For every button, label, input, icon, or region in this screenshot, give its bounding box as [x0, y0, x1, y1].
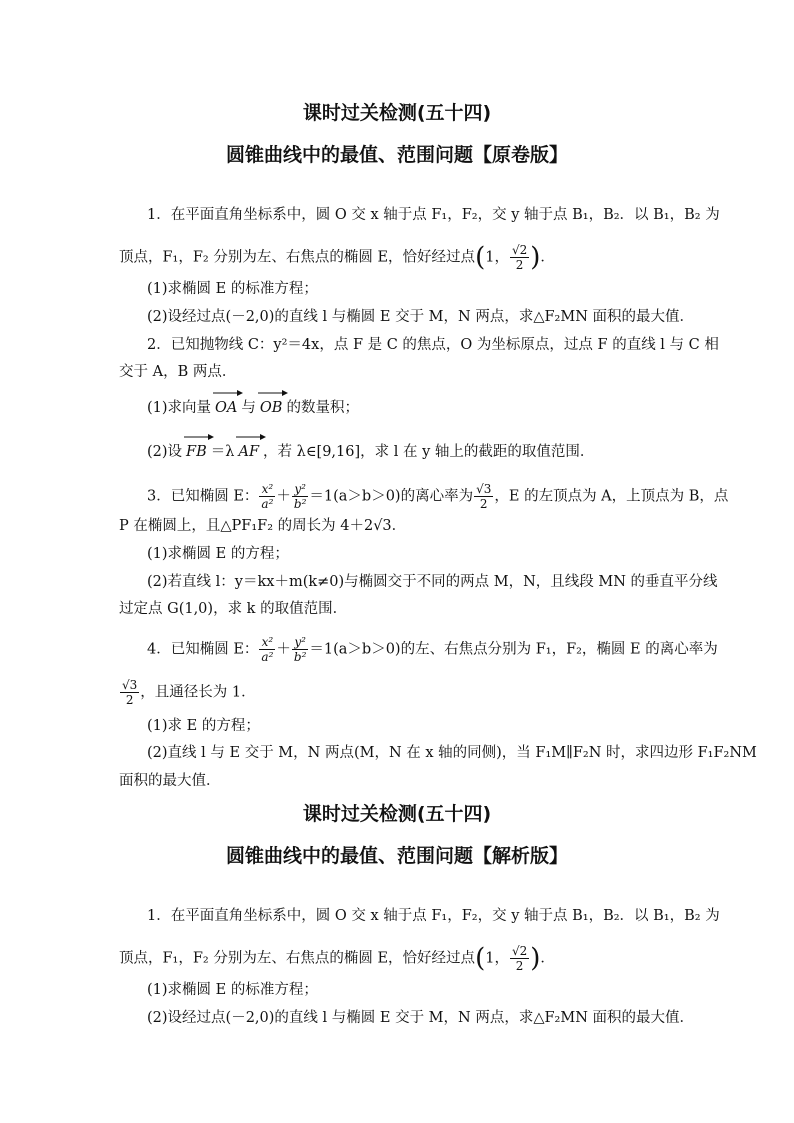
frac-num: x² — [259, 635, 275, 650]
vector-fb-label: FB — [186, 444, 207, 460]
s1-p3-line2: P 在椭圆上，且△PF₁F₂ 的周长为 4＋2√3． — [119, 518, 407, 534]
plus-sign: ＋ — [276, 641, 291, 658]
s1-p1-line1: 1．在平面直角坐标系中，圆 O 交 x 轴于点 F₁，F₂，交 y 轴于点 B₁，B₂．以 B₁，B₂ 为 — [147, 207, 720, 223]
s1-p4-frac-x — [259, 635, 275, 664]
frac-num: y² — [292, 482, 309, 497]
s1-p2-part1-c: 的数量积； — [286, 400, 359, 416]
s1-p3-frac-x — [259, 482, 275, 511]
s1-p4-frac-y — [292, 635, 309, 664]
s1-p3-eccentricity — [474, 482, 493, 511]
s1-p1-part1: (1)求椭圆 E 的标准方程； — [147, 281, 318, 297]
s1-p4-eccentricity — [120, 678, 139, 707]
s1-p1-frac-den: 2 — [515, 258, 524, 272]
section2-subtitle: 圆锥曲线中的最值、范围问题【解析版】 — [225, 845, 568, 867]
s1-p2-part1 — [147, 392, 707, 418]
s1-p3-line1-a: 3．已知椭圆 E： — [147, 488, 259, 505]
frac-num: y² — [292, 635, 309, 650]
s1-p2-part1-a: (1)求向量 — [147, 400, 212, 416]
s2-p1-part2: (2)设经过点(－2,0)的直线 l 与椭圆 E 交于 M，N 两点，求△F₂MN 面积的最大值． — [147, 1010, 694, 1026]
s1-p2-line2: 交于 A，B 两点． — [119, 364, 237, 380]
s2-p1-line2 — [119, 944, 679, 973]
s2-p1-part1: (1)求椭圆 E 的标准方程； — [147, 982, 318, 998]
frac-den: a² — [261, 650, 274, 664]
section1-subtitle: 圆锥曲线中的最值、范围问题【原卷版】 — [225, 144, 568, 166]
s1-p1-line2-text: 顶点，F₁，F₂ 分别为左、右焦点的椭圆 E，恰好经过点 — [119, 249, 476, 266]
s1-p3-frac-y — [292, 482, 309, 511]
s1-p1-line2 — [119, 243, 679, 272]
s1-p4-line1-a: 4．已知椭圆 E： — [147, 641, 259, 658]
section1-title: 课时过关检测(五十四) — [302, 102, 492, 124]
vector-ob-label: OB — [259, 400, 283, 416]
s1-p3-line1 — [147, 482, 729, 511]
vector-arrow-icon — [213, 390, 243, 396]
s1-p3-line1-c: ，E 的左顶点为 A，上顶点为 B，点 — [494, 488, 729, 505]
s2-p1-paren-open: ( — [475, 943, 486, 974]
s1-p2-part2-a: (2)设 — [147, 444, 183, 460]
s1-p4-line1 — [147, 635, 718, 664]
vector-oa-label: OA — [215, 400, 238, 416]
s1-p1-paren-open: ( — [475, 242, 486, 273]
frac-num: √3 — [476, 482, 492, 496]
s1-p2-part2-c: ，若 λ∈[9,16]，求 l 在 y 轴上的截距的取值范围． — [263, 444, 595, 460]
s2-p1-line2-end: ． — [540, 950, 555, 967]
s1-p3-part1: (1)求椭圆 E 的方程； — [147, 546, 289, 562]
s2-p1-line1: 1．在平面直角坐标系中，圆 O 交 x 轴于点 F₁，F₂，交 y 轴于点 B₁，B₂．以 B₁，B₂ 为 — [147, 908, 720, 924]
s1-p2-part1-b: 与 — [241, 400, 256, 416]
s1-p1-point-x: 1， — [485, 249, 509, 266]
plus-sign: ＋ — [276, 488, 291, 505]
s2-p1-frac-den: 2 — [515, 959, 524, 973]
s2-p1-point-y-fraction — [510, 944, 529, 973]
s1-p1-line2-end: ． — [540, 249, 555, 266]
vector-fb — [186, 436, 207, 462]
s2-p1-point-x: 1， — [485, 950, 509, 967]
s1-p4-line2 — [119, 678, 679, 707]
frac-den: b² — [293, 650, 307, 664]
s1-p4-line1-b: ＝1(a＞b＞0)的左、右焦点分别为 F₁，F₂，椭圆 E 的离心率为 — [309, 641, 718, 658]
s1-p2-line1: 2．已知抛物线 C：y²＝4x，点 F 是 C 的焦点，O 为坐标原点，过点 F 的直线 l 与 C 相 — [147, 337, 719, 353]
s1-p1-frac-num: √2 — [511, 243, 528, 257]
s1-p2-part2 — [147, 436, 707, 462]
s1-p4-part1: (1)求 E 的方程； — [147, 718, 260, 734]
vector-oa — [215, 392, 237, 418]
vector-arrow-icon — [184, 434, 214, 440]
s1-p4-line5: 面积的最大值． — [119, 773, 221, 789]
s1-p3-line1-b: ＝1(a＞b＞0)的离心率为 — [309, 488, 474, 505]
frac-den: 2 — [479, 497, 488, 511]
vector-af — [238, 436, 259, 462]
vector-arrow-icon — [258, 390, 288, 396]
s1-p1-point-y-fraction — [510, 243, 529, 272]
frac-den: a² — [261, 497, 274, 511]
s1-p3-part2: (2)若直线 l：y＝kx＋m(k≠0)与椭圆交于不同的两点 M，N，且线段 MN 的垂直平分线 — [147, 574, 718, 590]
vector-arrow-icon — [236, 434, 266, 440]
s2-p1-line2-text: 顶点，F₁，F₂ 分别为左、右焦点的椭圆 E，恰好经过点 — [119, 950, 476, 967]
frac-num: √3 — [122, 678, 138, 692]
section2-title: 课时过关检测(五十四) — [302, 803, 492, 825]
s2-p1-paren-close: ) — [530, 943, 541, 974]
frac-den: 2 — [125, 693, 134, 707]
vector-ob — [260, 392, 283, 418]
frac-den: b² — [293, 497, 307, 511]
s1-p4-part2: (2)直线 l 与 E 交于 M，N 两点(M，N 在 x 轴的同侧)，当 F₁M∥F₂N 时，求四边形 F₁F₂NM — [147, 745, 757, 761]
s1-p2-part2-b: ＝λ — [210, 444, 235, 460]
frac-num: x² — [259, 482, 275, 497]
vector-af-label: AF — [238, 444, 260, 460]
s1-p1-part2: (2)设经过点(－2,0)的直线 l 与椭圆 E 交于 M，N 两点，求△F₂MN 面积的最大值． — [147, 309, 694, 325]
s1-p1-paren-close: ) — [530, 242, 541, 273]
s2-p1-frac-num: √2 — [511, 944, 528, 958]
s1-p3-line5: 过定点 G(1,0)，求 k 的取值范围． — [119, 601, 348, 617]
s1-p4-line2-b: ，且通径长为 1． — [140, 684, 256, 701]
